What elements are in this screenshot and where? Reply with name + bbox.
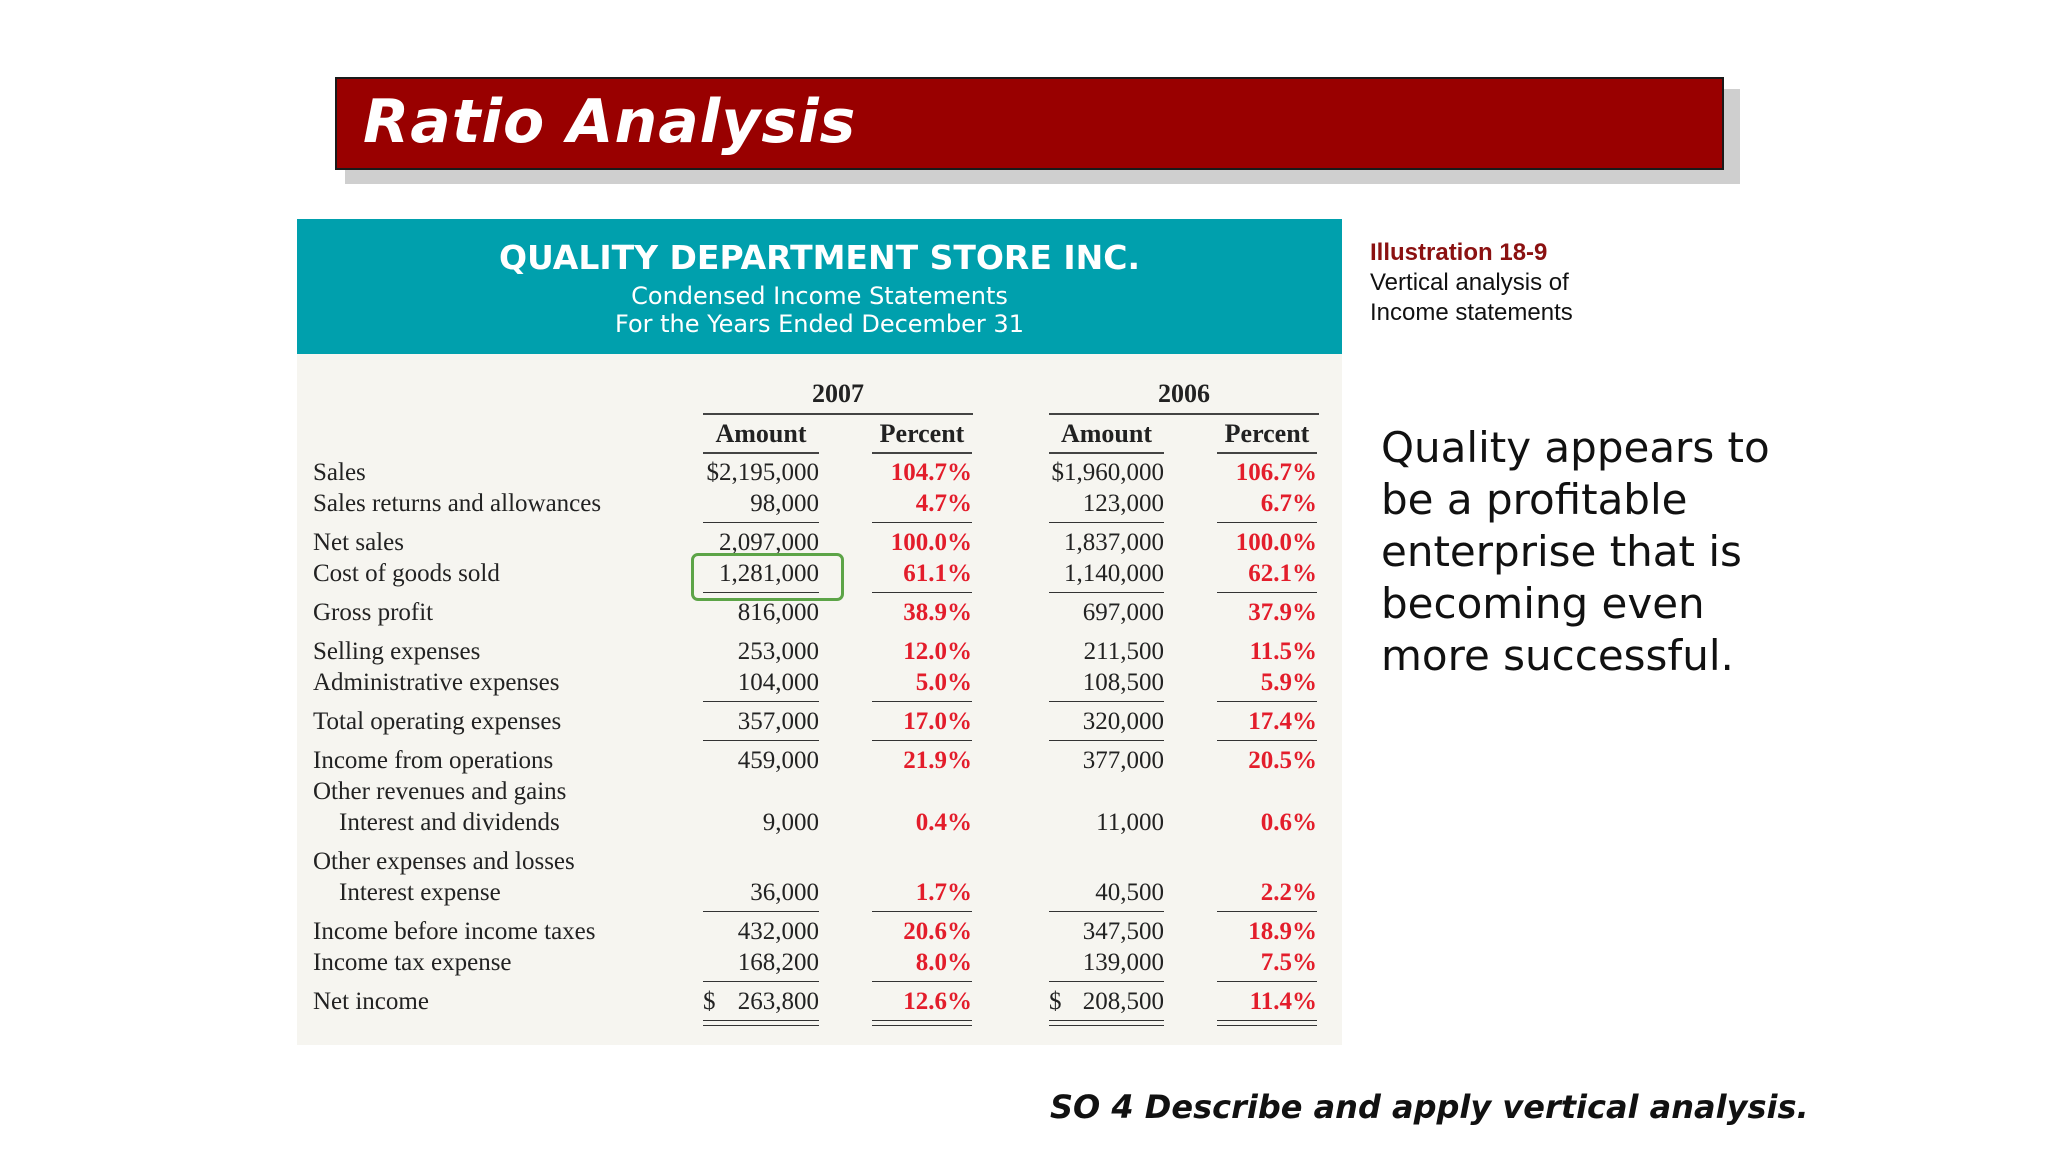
subtotal-rule bbox=[872, 592, 972, 593]
row-label: Net income bbox=[313, 988, 429, 1015]
subtotal-rule bbox=[1217, 522, 1317, 523]
col-amount-2007: Amount bbox=[715, 419, 807, 448]
col-percent-2006: Percent bbox=[1224, 419, 1310, 448]
row-label: Other revenues and gains bbox=[313, 778, 567, 805]
amount-2007: 104,000 bbox=[737, 669, 819, 696]
percent-2006: 6.7% bbox=[1260, 490, 1317, 517]
table-row bbox=[297, 747, 1342, 777]
row-label: Interest expense bbox=[339, 879, 501, 906]
percent-2006: 17.4% bbox=[1248, 708, 1317, 735]
amount-2007: 2,097,000 bbox=[719, 529, 819, 556]
percent-2006: 7.5% bbox=[1260, 949, 1317, 976]
percent-2006: 11.5% bbox=[1249, 638, 1317, 665]
percent-2006: 0.6% bbox=[1260, 809, 1317, 836]
subtotal-rule bbox=[1049, 592, 1164, 593]
amount-2006: 377,000 bbox=[1082, 747, 1164, 774]
subtotal-rule bbox=[872, 701, 972, 702]
row-label: Income tax expense bbox=[313, 949, 512, 976]
row-label: Administrative expenses bbox=[313, 669, 560, 696]
subtotal-rule bbox=[1217, 981, 1317, 982]
table-row bbox=[297, 918, 1342, 948]
col-percent-2007: Percent bbox=[879, 419, 965, 448]
amount-2006: 108,500 bbox=[1082, 669, 1164, 696]
amount-2007: 9,000 bbox=[762, 809, 819, 836]
statement-subtitle: Condensed Income Statements bbox=[631, 282, 1008, 310]
amount-2007: 36,000 bbox=[750, 879, 819, 906]
year-2007-rule bbox=[703, 413, 973, 415]
amount-2006: 211,500 bbox=[1083, 638, 1164, 665]
total-double-rule bbox=[703, 1020, 819, 1026]
subtotal-rule bbox=[703, 740, 819, 741]
amount-2006: 208,500 bbox=[1082, 988, 1164, 1015]
statement-header bbox=[297, 219, 1342, 354]
table-row bbox=[297, 638, 1342, 668]
currency-symbol: $ bbox=[703, 988, 716, 1015]
highlight-box bbox=[691, 553, 844, 601]
subtotal-rule bbox=[872, 981, 972, 982]
table-row bbox=[297, 708, 1342, 738]
subtotal-rule bbox=[1217, 740, 1317, 741]
amount-2007: $2,195,000 bbox=[706, 459, 819, 486]
amount-2007: 98,000 bbox=[750, 490, 819, 517]
statement-period: For the Years Ended December 31 bbox=[615, 310, 1024, 338]
amount-2006: 139,000 bbox=[1082, 949, 1164, 976]
table-row bbox=[297, 599, 1342, 629]
amount-2007: 253,000 bbox=[737, 638, 819, 665]
subtotal-rule bbox=[1217, 592, 1317, 593]
row-label: Sales bbox=[313, 459, 366, 486]
percent-2007: 12.0% bbox=[903, 638, 972, 665]
year-2006-header: 2006 bbox=[1158, 379, 1210, 408]
percent-2006: 106.7% bbox=[1235, 459, 1317, 486]
title-banner bbox=[335, 77, 1724, 170]
subtotal-rule bbox=[1049, 740, 1164, 741]
subtotal-rule bbox=[703, 981, 819, 982]
table-row bbox=[297, 459, 1342, 489]
row-label: Income before income taxes bbox=[313, 918, 596, 945]
amount-2006: 40,500 bbox=[1095, 879, 1164, 906]
percent-2007: 104.7% bbox=[890, 459, 972, 486]
percent-2007: 17.0% bbox=[903, 708, 972, 735]
subtotal-rule bbox=[1049, 911, 1164, 912]
commentary-text: Quality appears to be a profitable enterprise that is becoming even more successful. bbox=[1381, 423, 1770, 680]
percent-2007: 100.0% bbox=[890, 529, 972, 556]
row-label: Gross profit bbox=[313, 599, 434, 626]
percent-2006: 5.9% bbox=[1260, 669, 1317, 696]
year-2006-rule bbox=[1049, 413, 1319, 415]
subtotal-rule bbox=[1049, 981, 1164, 982]
amount-2007: 459,000 bbox=[737, 747, 819, 774]
col-amount-2006: Amount bbox=[1060, 419, 1152, 448]
row-label: Total operating expenses bbox=[313, 708, 562, 735]
illustration-caption-line1: Vertical analysis of bbox=[1370, 269, 1569, 296]
subtotal-rule bbox=[872, 522, 972, 523]
amount-2006: 347,500 bbox=[1082, 918, 1164, 945]
percent-2007: 38.9% bbox=[903, 599, 972, 626]
currency-symbol: $ bbox=[1049, 988, 1062, 1015]
row-label: Other expenses and losses bbox=[313, 848, 575, 875]
amount-2006: $1,960,000 bbox=[1051, 459, 1164, 486]
subtotal-rule bbox=[703, 911, 819, 912]
col-rule bbox=[1217, 452, 1317, 454]
amount-2006: 697,000 bbox=[1082, 599, 1164, 626]
percent-2006: 2.2% bbox=[1260, 879, 1317, 906]
table-row bbox=[297, 490, 1342, 520]
percent-2007: 5.0% bbox=[915, 669, 972, 696]
row-label: Cost of goods sold bbox=[313, 560, 500, 587]
col-rule bbox=[1049, 452, 1164, 454]
percent-2006: 20.5% bbox=[1248, 747, 1317, 774]
amount-2007: 1,281,000 bbox=[719, 560, 819, 587]
percent-2007: 1.7% bbox=[915, 879, 972, 906]
percent-2006: 62.1% bbox=[1248, 560, 1317, 587]
percent-2006: 11.4% bbox=[1249, 988, 1317, 1015]
percent-2007: 12.6% bbox=[903, 988, 972, 1015]
amount-2007: 168,200 bbox=[737, 949, 819, 976]
row-label: Interest and dividends bbox=[339, 809, 560, 836]
percent-2006: 18.9% bbox=[1248, 918, 1317, 945]
row-label: Sales returns and allowances bbox=[313, 490, 602, 517]
percent-2007: 20.6% bbox=[903, 918, 972, 945]
col-rule bbox=[872, 452, 972, 454]
amount-2006: 320,000 bbox=[1082, 708, 1164, 735]
amount-2007: 432,000 bbox=[737, 918, 819, 945]
amount-2006: 1,837,000 bbox=[1064, 529, 1164, 556]
amount-2006: 11,000 bbox=[1096, 809, 1164, 836]
amount-2007: 816,000 bbox=[737, 599, 819, 626]
percent-2007: 8.0% bbox=[915, 949, 972, 976]
company-name: QUALITY DEPARTMENT STORE INC. bbox=[498, 238, 1141, 277]
col-rule bbox=[703, 452, 819, 454]
subtotal-rule bbox=[703, 701, 819, 702]
year-2007-header: 2007 bbox=[812, 379, 864, 408]
percent-2007: 0.4% bbox=[915, 809, 972, 836]
total-double-rule bbox=[872, 1020, 972, 1026]
amount-2007: 357,000 bbox=[737, 708, 819, 735]
table-row bbox=[297, 809, 1342, 839]
percent-2006: 37.9% bbox=[1248, 599, 1317, 626]
subtotal-rule bbox=[1049, 522, 1164, 523]
row-label: Income from operations bbox=[313, 747, 554, 774]
subtotal-rule bbox=[1217, 701, 1317, 702]
total-double-rule bbox=[1049, 1020, 1164, 1026]
percent-2007: 61.1% bbox=[903, 560, 972, 587]
illustration-caption-line2: Income statements bbox=[1370, 299, 1573, 326]
subtotal-rule bbox=[872, 740, 972, 741]
percent-2007: 21.9% bbox=[903, 747, 972, 774]
table-row bbox=[297, 669, 1342, 699]
slide-title: Ratio Analysis bbox=[363, 87, 857, 157]
subtotal-rule bbox=[1217, 911, 1317, 912]
table-row bbox=[297, 848, 1342, 878]
illustration-title: Illustration 18-9 bbox=[1370, 239, 1548, 266]
row-label: Net sales bbox=[313, 529, 404, 556]
table-row bbox=[297, 949, 1342, 979]
subtotal-rule bbox=[1049, 701, 1164, 702]
income-statement-panel bbox=[297, 219, 1342, 1045]
amount-2006: 123,000 bbox=[1082, 490, 1164, 517]
subtotal-rule bbox=[703, 522, 819, 523]
total-double-rule bbox=[1217, 1020, 1317, 1026]
row-label: Selling expenses bbox=[313, 638, 481, 665]
percent-2007: 4.7% bbox=[915, 490, 972, 517]
table-row bbox=[297, 988, 1342, 1018]
amount-2006: 1,140,000 bbox=[1064, 560, 1164, 587]
table-row bbox=[297, 778, 1342, 808]
subtotal-rule bbox=[872, 911, 972, 912]
table-row bbox=[297, 879, 1342, 909]
amount-2007: 263,800 bbox=[737, 988, 819, 1015]
percent-2006: 100.0% bbox=[1235, 529, 1317, 556]
study-objective-footer: SO 4 Describe and apply vertical analysis. bbox=[1050, 1088, 1809, 1126]
